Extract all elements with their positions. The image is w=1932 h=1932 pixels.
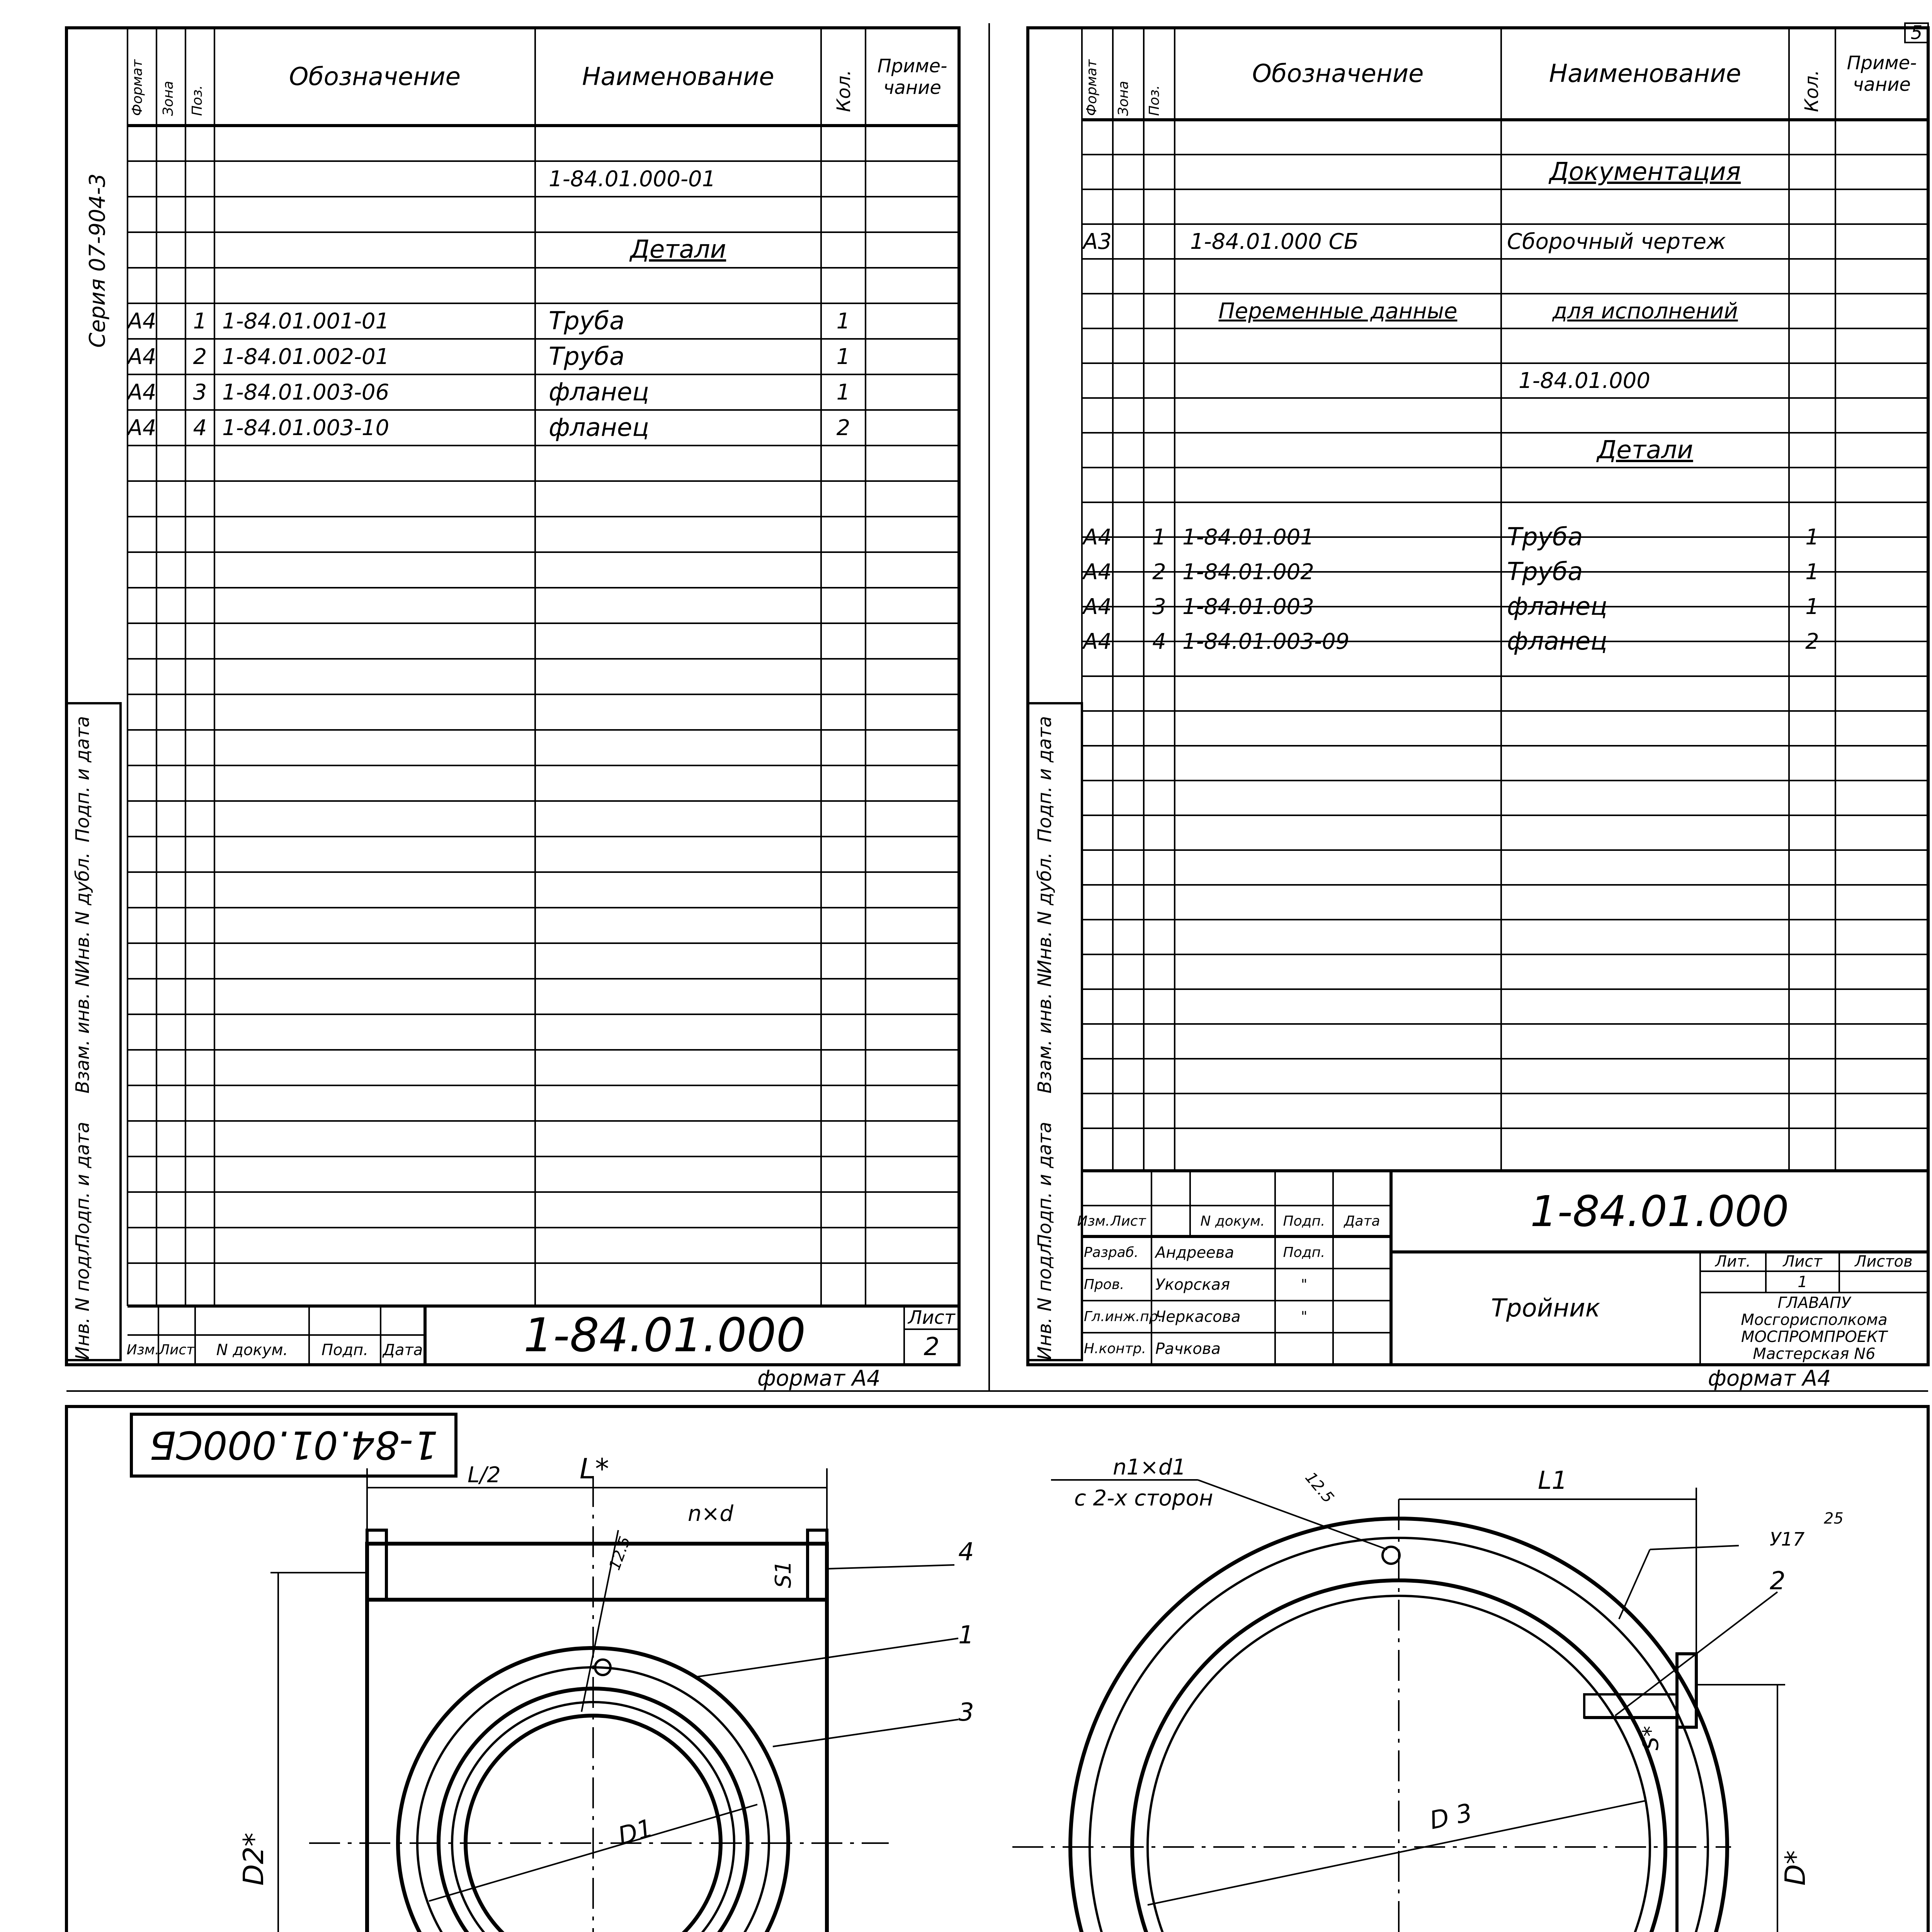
row-format: А3 <box>1083 229 1112 254</box>
header-name: Наименование <box>1549 60 1742 88</box>
header-zone: Зона <box>160 81 176 116</box>
side-label: Взам. инв. N <box>72 973 94 1094</box>
pos-3: 3 <box>958 1698 974 1727</box>
row-pos: 2 <box>1152 559 1166 585</box>
left-doc-number: 1-84.01.000 <box>523 1308 806 1362</box>
org-line: ГЛАВАПУ <box>1777 1294 1851 1312</box>
header-format: Формат <box>1084 59 1100 116</box>
side-label: Инв. N дубл. <box>1034 852 1056 974</box>
row-qty: 2 <box>1805 629 1819 654</box>
left-format-label: формат А4 <box>757 1366 881 1391</box>
stamp-header: Лист <box>1111 1213 1146 1229</box>
hole-label: n×d <box>688 1501 733 1526</box>
row-pos: 3 <box>1152 594 1166 619</box>
row-qty: 2 <box>836 415 850 440</box>
row-pos: 3 <box>193 379 207 405</box>
row-name: Труба <box>549 307 625 335</box>
dim-D2: D2* <box>237 1832 270 1886</box>
row-name-section: Детали <box>630 235 726 264</box>
side-label: Инв. N подл. <box>1034 1237 1056 1360</box>
dim-S: S* <box>1638 1726 1663 1750</box>
row-format: А4 <box>1083 524 1112 550</box>
row-qty: 1 <box>836 344 850 369</box>
row-designation: 1-84.01.003 <box>1182 594 1314 619</box>
dim-L-half: L/2 <box>468 1463 501 1488</box>
header-zone: Зона <box>1116 81 1131 116</box>
header-designation: Обозначение <box>1252 60 1424 88</box>
stamp-person: Андреева <box>1155 1243 1234 1262</box>
sheet-label: Лист <box>1783 1253 1822 1270</box>
stamp-header: N докум. <box>1200 1213 1265 1229</box>
series-label: Серия 07-904-3 <box>85 173 110 348</box>
dim-D3: D 3 <box>1427 1798 1475 1835</box>
row-qty: 1 <box>836 379 850 405</box>
side-label: Подп. и дата <box>72 716 94 842</box>
row-designation: 1-84.01.003-09 <box>1182 629 1350 654</box>
header-note: Приме-чание <box>1847 52 1917 95</box>
right-doc-number: 1-84.01.000 <box>1530 1187 1789 1236</box>
header-name: Наименование <box>582 62 774 91</box>
front-view <box>270 1468 958 1932</box>
row-pos: 4 <box>1152 629 1166 654</box>
side-label: Инв. N подл. <box>72 1237 94 1360</box>
row-name: 1-84.01.000 <box>1519 368 1650 393</box>
row-designation: 1-84.01.001-01 <box>222 308 389 334</box>
row-qty: 1 <box>1805 559 1819 585</box>
row-designation-section: Переменные данные <box>1218 298 1458 324</box>
stamp-role: Пров. <box>1084 1277 1124 1293</box>
row-designation: 1-84.01.001 <box>1182 524 1314 550</box>
row-format: А4 <box>1083 594 1112 619</box>
row-name: фланец <box>549 378 649 406</box>
row-name: 1-84.01.000-01 <box>549 166 716 192</box>
header-note: Приме-чание <box>877 55 947 99</box>
row-format: А4 <box>1083 559 1112 585</box>
row-name-section: для исполнений <box>1552 298 1738 324</box>
dim-L: L* <box>580 1452 609 1485</box>
row-qty: 1 <box>1805 594 1819 619</box>
side-label: Подп. и дата <box>1034 1122 1056 1248</box>
roughness-label: 12.5 <box>605 1534 634 1573</box>
weld-size: 25 <box>1824 1510 1844 1527</box>
row-name-section: Детали <box>1597 436 1693 464</box>
sheet-no: 1 <box>1798 1273 1808 1291</box>
row-designation: 1-84.01.003-10 <box>222 415 389 440</box>
stamp-header: Дата <box>1344 1213 1380 1229</box>
row-designation: 1-84.01.002 <box>1182 559 1314 585</box>
dim-S1: S1 <box>771 1560 796 1588</box>
side-view <box>1012 1480 1785 1932</box>
header-designation: Обозначение <box>289 62 461 91</box>
stamp-role: Гл.инж.пр. <box>1084 1309 1163 1325</box>
header-qty: Кол. <box>833 70 855 112</box>
row-pos: 2 <box>193 344 207 369</box>
row-name: фланец <box>1507 592 1607 621</box>
org-line: Мастерская N6 <box>1753 1345 1876 1363</box>
row-pos: 4 <box>193 415 207 440</box>
org-line: Мосгорисполкома <box>1741 1311 1888 1329</box>
weld-label: У17 <box>1770 1529 1805 1550</box>
header-pos: Поз. <box>189 85 205 116</box>
right-format-label: формат А4 <box>1708 1366 1831 1391</box>
row-format <box>128 197 156 232</box>
left-sheet-label: Лист <box>908 1307 955 1328</box>
both-sides-label: с 2-х сторон <box>1074 1486 1213 1511</box>
stamp-header: Подп. <box>321 1341 369 1359</box>
stamp-sign: " <box>1301 1277 1308 1293</box>
row-designation: 1-84.01.002-01 <box>222 344 389 369</box>
row-name-section: Документация <box>1549 158 1741 186</box>
row-qty: 1 <box>1805 524 1819 550</box>
row-format: А4 <box>128 344 156 369</box>
hole-label-side: n1×d1 <box>1113 1455 1186 1480</box>
stamp-header: Изм. <box>1077 1213 1110 1229</box>
header-qty: Кол. <box>1801 70 1823 112</box>
rotated-title: 1-84.01.000СБ <box>149 1422 438 1468</box>
row-name: Труба <box>549 342 625 371</box>
pos-1: 1 <box>958 1621 974 1650</box>
dim-D1: D1 <box>615 1814 656 1851</box>
side-label: Подп. и дата <box>1034 716 1056 842</box>
row-name: фланец <box>549 413 649 442</box>
stamp-role: Разраб. <box>1084 1245 1139 1260</box>
left-sheet-no: 2 <box>923 1333 940 1361</box>
row-qty: 1 <box>836 308 850 334</box>
row-name: Труба <box>1507 523 1583 551</box>
side-label: Подп. и дата <box>72 1122 94 1248</box>
stamp-header: Подп. <box>1283 1213 1325 1229</box>
sheets-label: Листов <box>1855 1253 1913 1270</box>
side-label: Инв. N дубл. <box>72 852 94 974</box>
org-line: МОСПРОМПРОЕКТ <box>1741 1328 1887 1346</box>
row-pos: 1 <box>193 308 207 334</box>
stamp-role: Н.контр. <box>1084 1341 1146 1357</box>
row-format: А4 <box>128 379 156 405</box>
dim-D: D* <box>1779 1850 1811 1886</box>
left-spec-grid <box>128 28 959 1365</box>
pos-2: 2 <box>1770 1567 1786 1595</box>
stamp-header: Дата <box>383 1341 423 1359</box>
stamp-person: Черкасова <box>1155 1308 1241 1326</box>
side-label: Взам. инв. N <box>1034 973 1056 1094</box>
corner-sheet-number: 5 <box>1910 22 1923 44</box>
row-designation: 1-84.01.000 СБ <box>1190 229 1359 254</box>
dim-L1: L1 <box>1538 1466 1568 1495</box>
stamp-header: N докум. <box>216 1341 288 1359</box>
row-format: А4 <box>128 308 156 334</box>
left-spec-frame <box>66 28 959 1365</box>
header-format: Формат <box>129 59 145 116</box>
stamp-sign: " <box>1301 1309 1308 1325</box>
stamp-header: Изм. <box>126 1342 160 1358</box>
roughness-label: 12.5 <box>1301 1469 1337 1507</box>
right-title: Тройник <box>1491 1294 1600 1323</box>
header-pos: Поз. <box>1146 85 1162 116</box>
pos-4: 4 <box>958 1538 974 1566</box>
lit-label: Лит. <box>1715 1253 1751 1270</box>
row-name: Труба <box>1507 558 1583 586</box>
stamp-person: Рачкова <box>1155 1340 1221 1358</box>
row-pos: 1 <box>1152 524 1166 550</box>
row-designation: 1-84.01.003-06 <box>222 379 389 405</box>
row-name: фланец <box>1507 627 1607 656</box>
row-name: Сборочный чертеж <box>1507 229 1726 254</box>
stamp-person: Укорская <box>1155 1276 1230 1294</box>
row-format: А4 <box>128 415 156 440</box>
row-format: А4 <box>1083 629 1112 654</box>
stamp-sign: Подп. <box>1283 1245 1325 1260</box>
stamp-header: Лист <box>159 1342 195 1358</box>
